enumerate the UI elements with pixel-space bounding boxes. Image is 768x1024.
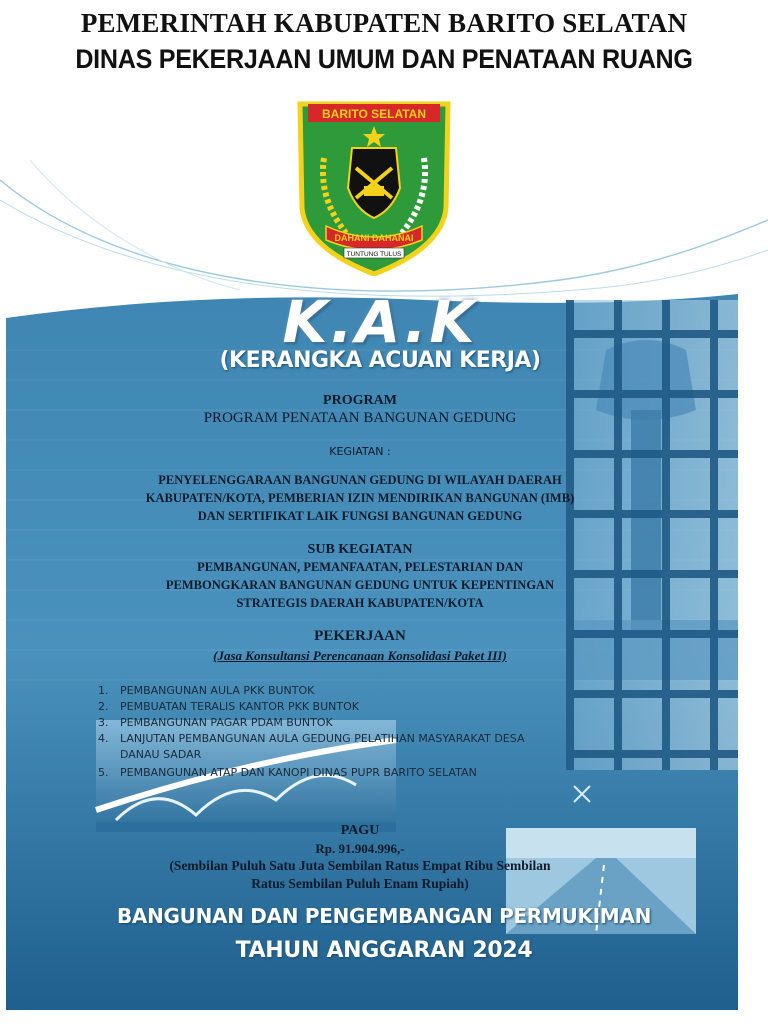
regency-coat-of-arms-logo bbox=[296, 98, 452, 276]
agency-title: PEMERINTAH KABUPATEN BARITO SELATAN bbox=[80, 8, 688, 38]
work-item-number: 3. bbox=[98, 716, 109, 729]
work-item bbox=[98, 716, 618, 729]
kak-title: K.A.K bbox=[282, 288, 478, 356]
fiscal-year: TAHUN ANGGARAN 2024 bbox=[235, 938, 533, 963]
program-value: PROGRAM PENATAAN BANGUNAN GEDUNG bbox=[203, 410, 517, 426]
work-item-number: 2. bbox=[98, 700, 109, 713]
kegiatan-label: KEGIATAN : bbox=[329, 445, 391, 458]
logo-sub-motto: TUNTUNG TULUS bbox=[346, 251, 402, 258]
kak-subtitle: (KERANGKA ACUAN KERJA) bbox=[219, 348, 541, 373]
logo-motto: DAHANI DAHANAI bbox=[334, 233, 414, 243]
kegiatan-line: DAN SERTIFIKAT LAIK FUNGSI BANGUNAN GEDUNG bbox=[197, 509, 523, 523]
division-title: BANGUNAN DAN PENGEMBANGAN PERMUKIMAN bbox=[116, 904, 652, 928]
pagu-label: PAGU bbox=[340, 823, 380, 838]
kegiatan-line: PENYELENGGARAAN BANGUNAN GEDUNG DI WILAYAH DAERAH bbox=[158, 473, 562, 487]
work-item-text: LANJUTAN PEMBANGUNAN AULA GEDUNG PELATIHAN MASYARAKAT DESA bbox=[120, 732, 525, 745]
sub-kegiatan-line: PEMBANGUNAN, PEMANFAATAN, PELESTARIAN DAN bbox=[197, 560, 523, 574]
sub-kegiatan-text bbox=[40, 558, 680, 612]
work-item-number: 4. bbox=[98, 732, 109, 745]
sub-kegiatan-line: PEMBONGKARAN BANGUNAN GEDUNG UNTUK KEPENTINGAN bbox=[165, 578, 555, 592]
pagu-amount: Rp. 91.904.996,- bbox=[315, 841, 405, 856]
work-item bbox=[98, 700, 618, 713]
pagu-words-line: (Sembilan Puluh Satu Juta Sembilan Ratus Empat Ribu Sembilan bbox=[169, 858, 551, 873]
work-item-continuation: DANAU SADAR bbox=[120, 748, 202, 761]
program-label: PROGRAM bbox=[323, 393, 397, 408]
work-item bbox=[98, 732, 618, 745]
sub-kegiatan-label: SUB KEGIATAN bbox=[307, 542, 413, 557]
work-item-text: PEMBANGUNAN ATAP DAN KANOPI DINAS PUPR BARITO SELATAN bbox=[120, 766, 477, 779]
work-item-number: 1. bbox=[98, 684, 109, 697]
work-item bbox=[98, 766, 618, 779]
pagu-amount-words bbox=[60, 857, 660, 893]
pekerjaan-value: (Jasa Konsultansi Perencanaan Konsolidasi Paket III) bbox=[213, 648, 507, 663]
work-item-text: PEMBANGUNAN AULA PKK BUNTOK bbox=[120, 684, 315, 697]
work-item-number: 5. bbox=[98, 766, 109, 779]
sub-kegiatan-line: STRATEGIS DAERAH KABUPATEN/KOTA bbox=[236, 596, 484, 610]
department-title: DINAS PEKERJAAN UMUM DAN PENATAAN RUANG bbox=[75, 44, 693, 74]
pekerjaan-label: PEKERJAAN bbox=[314, 628, 406, 644]
kegiatan-text bbox=[40, 471, 680, 525]
pagu-words-line: Ratus Sembilan Puluh Enam Rupiah) bbox=[251, 876, 469, 891]
kegiatan-line: KABUPATEN/KOTA, PEMBERIAN IZIN MENDIRIKAN BANGUNAN (IMB) bbox=[145, 491, 575, 505]
work-item bbox=[98, 684, 618, 697]
work-item-text: PEMBUATAN TERALIS KANTOR PKK BUNTOK bbox=[120, 700, 359, 713]
logo-top-text: BARITO SELATAN bbox=[322, 107, 426, 121]
work-item-text: PEMBANGUNAN PAGAR PDAM BUNTOK bbox=[120, 716, 333, 729]
